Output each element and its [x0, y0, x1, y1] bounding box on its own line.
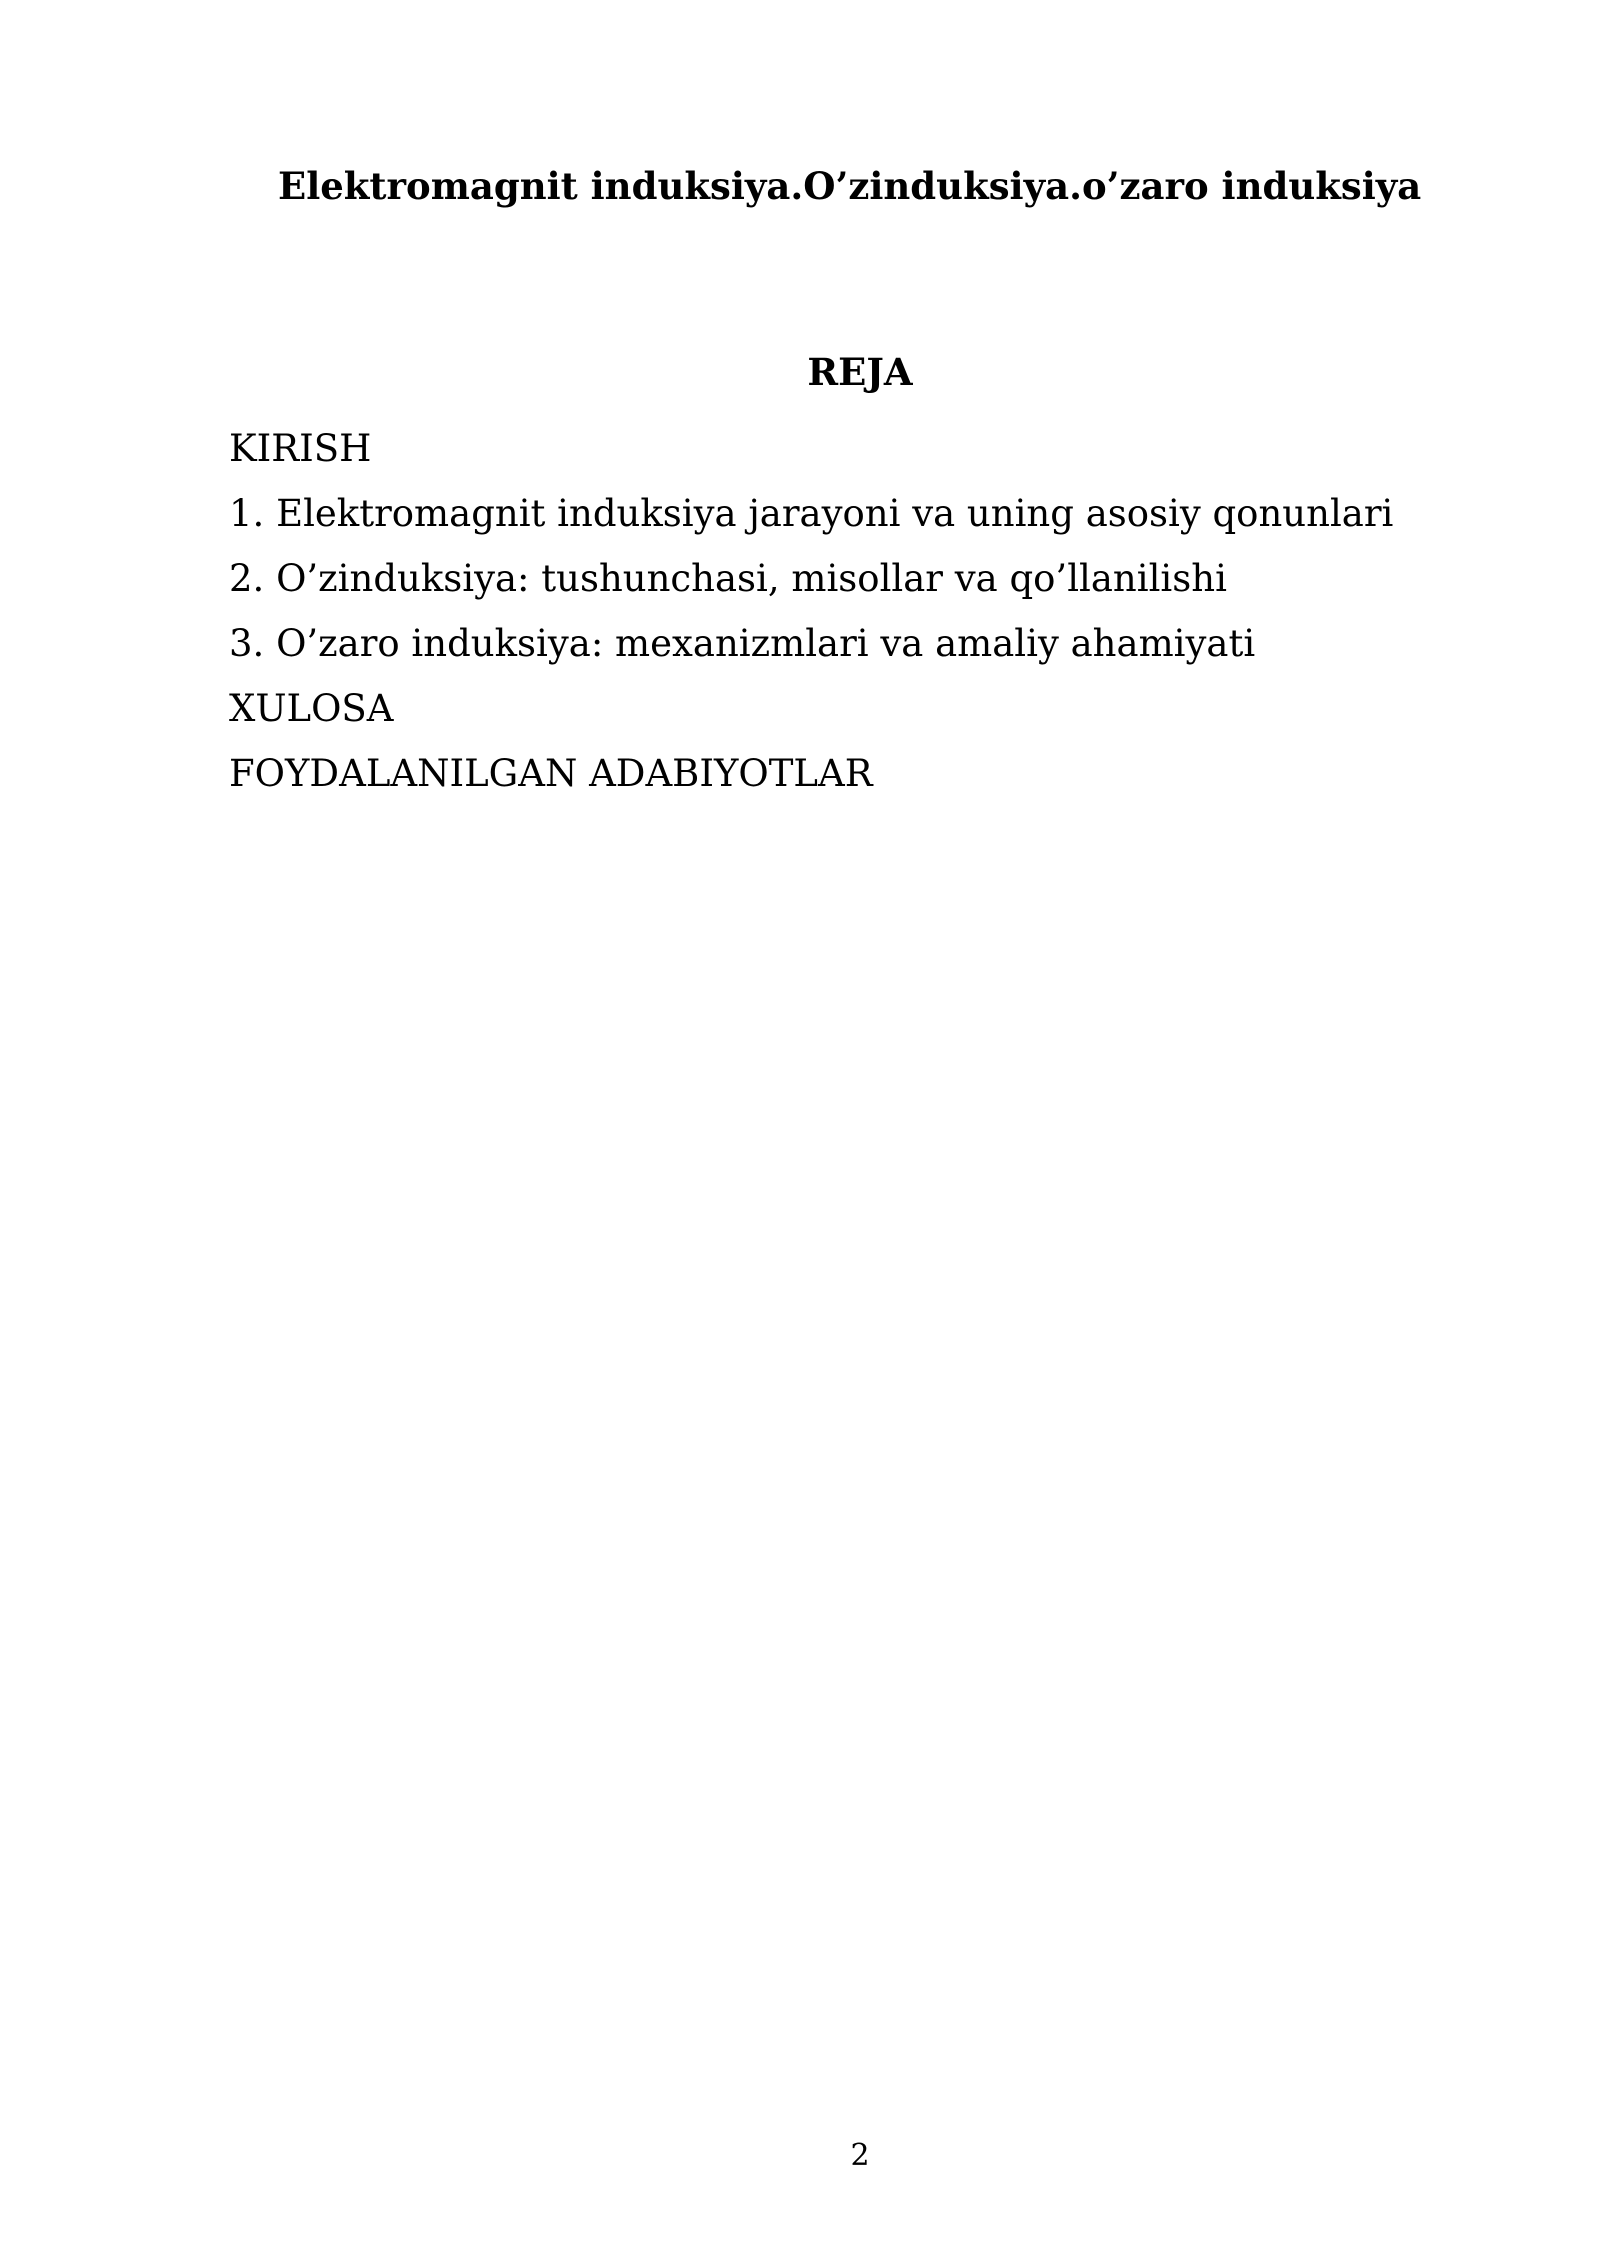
table-of-contents: [229, 416, 1429, 806]
toc-item-references: FOYDALANILGAN ADABIYOTLAR: [229, 752, 873, 795]
toc-item-section-3: 3. O’zaro induksiya: mexanizmlari va amaliy ahamiyati: [229, 622, 1256, 665]
page-number: 2: [850, 2138, 870, 2173]
toc-item-conclusion: XULOSA: [229, 687, 394, 730]
plan-heading: REJA: [807, 350, 913, 394]
toc-item-section-2: 2. O’zinduksiya: tushunchasi, misollar va qo’llanilishi: [229, 557, 1227, 600]
document-title: Elektromagnit induksiya.O’zinduksiya.o’zaro induksiya: [278, 164, 1422, 208]
toc-item-introduction: KIRISH: [229, 427, 372, 470]
toc-item-section-1: 1. Elektromagnit induksiya jarayoni va uning asosiy qonunlari: [229, 492, 1394, 535]
